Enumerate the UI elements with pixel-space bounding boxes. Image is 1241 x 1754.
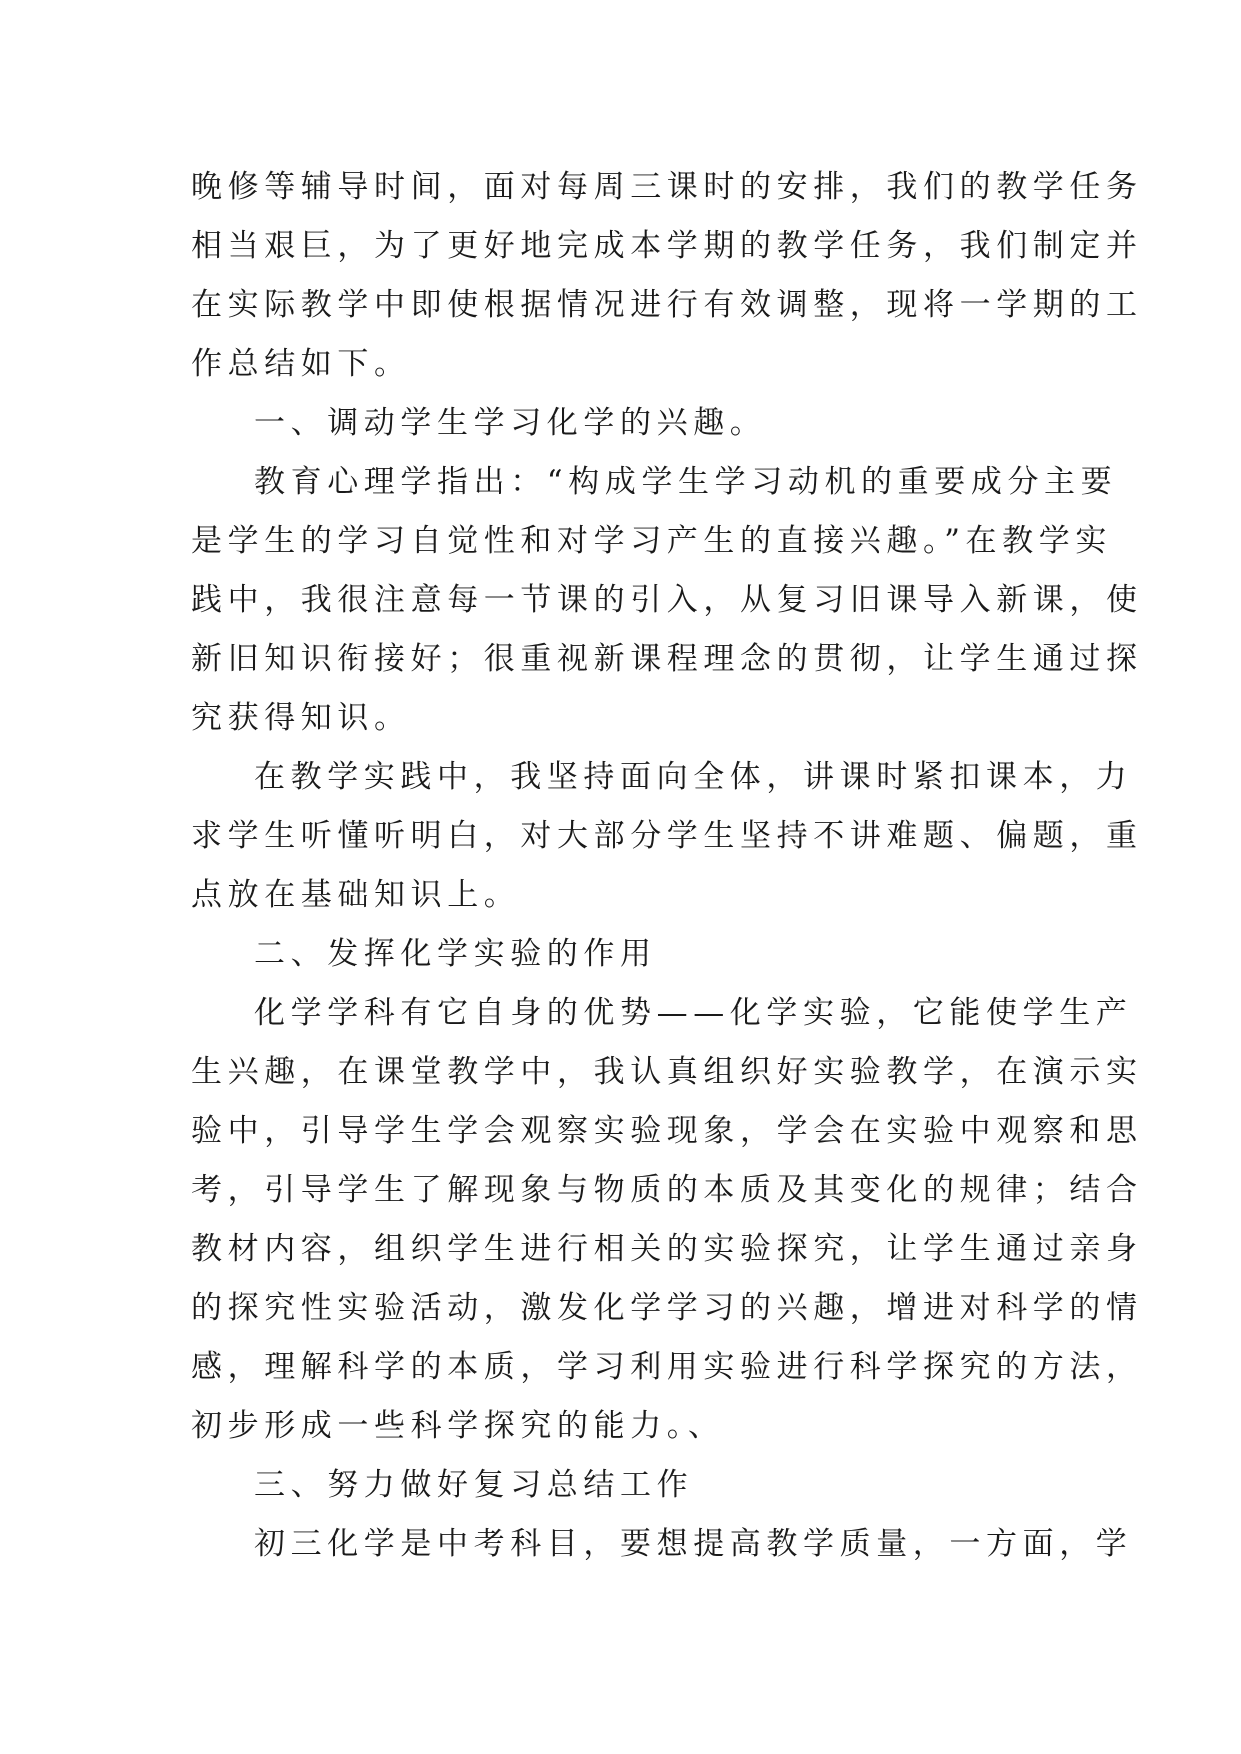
text-line: 化学学科有它自身的优势——化学实验，它能使学生产 [254,995,1133,1031]
section-heading: 二、发挥化学实验的作用 [254,936,657,972]
section-heading: 一、调动学生学习化学的兴趣。 [254,405,767,441]
text-line: 究获得知识。 [191,700,411,736]
text-line: 生兴趣，在课堂教学中，我认真组织好实验教学，在演示实 [191,1054,1143,1090]
text-line: 在教学实践中，我坚持面向全体，讲课时紧扣课本，力 [254,759,1133,795]
text-line: 点放在基础知识上。 [191,877,521,913]
text-line: 感，理解科学的本质，学习利用实验进行科学探究的方法， [191,1349,1143,1385]
section-heading: 三、努力做好复习总结工作 [254,1467,694,1503]
text-line: 教材内容，组织学生进行相关的实验探究，让学生通过亲身 [191,1231,1143,1267]
text-line: 的探究性实验活动，激发化学学习的兴趣，增进对科学的情 [191,1290,1143,1326]
text-line: 作总结如下。 [191,346,411,382]
text-line: 晚修等辅导时间，面对每周三课时的安排，我们的教学任务 [191,169,1143,205]
text-line: 教育心理学指出：“构成学生学习动机的重要成分主要 [254,464,1118,500]
text-line: 验中，引导学生学会观察实验现象，学会在实验中观察和思 [191,1113,1143,1149]
text-line: 新旧知识衔接好；很重视新课程理念的贯彻，让学生通过探 [191,641,1143,677]
text-line: 求学生听懂听明白，对大部分学生坚持不讲难题、偏题，重 [191,818,1143,854]
text-line: 相当艰巨，为了更好地完成本学期的教学任务，我们制定并 [191,228,1143,264]
text-line: 在实际教学中即使根据情况进行有效调整，现将一学期的工 [191,287,1143,323]
text-line: 践中，我很注意每一节课的引入，从复习旧课导入新课，使 [191,582,1143,618]
text-line: 是学生的学习自觉性和对学习产生的直接兴趣。”在教学实 [191,523,1112,559]
text-line: 初步形成一些科学探究的能力。、 [191,1408,725,1444]
text-line: 初三化学是中考科目，要想提高教学质量，一方面，学 [254,1526,1133,1562]
text-line: 考，引导学生了解现象与物质的本质及其变化的规律；结合 [191,1172,1143,1208]
